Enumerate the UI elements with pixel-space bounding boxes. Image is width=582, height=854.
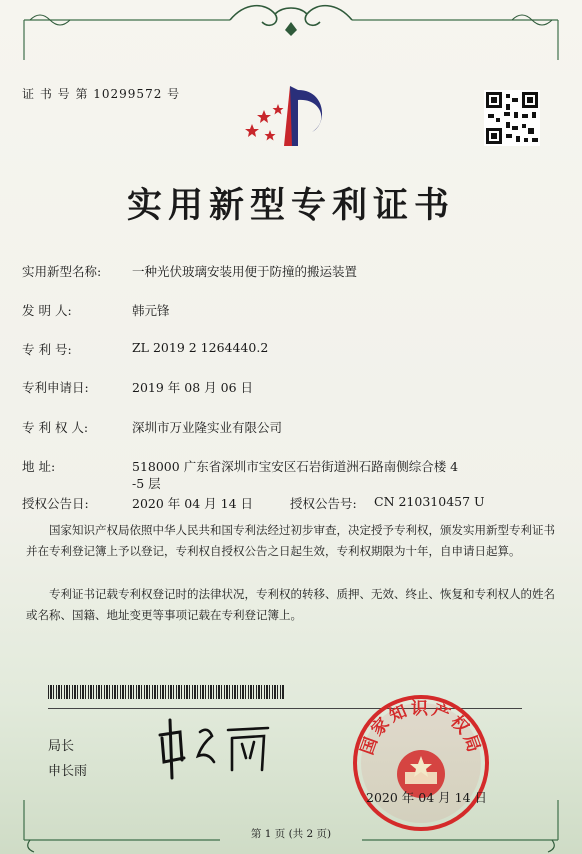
patent-number-label: 专 利 号: [22, 342, 72, 357]
patentee-label: 专 利 权 人: [22, 420, 89, 435]
seal-date: 2020 年 04 月 14 日 [366, 790, 487, 805]
legal-status-paragraph: 专利证书记载专利权登记时的法律状况，专利权的转移、质押、无效、终止、恢复和专利权人的姓名或名称、国籍、地址变更等事项记载在专利登记簿上。 [26, 587, 555, 622]
handwritten-signature [150, 710, 280, 780]
address-value-line-1: 518000 广东省深圳市宝安区石岩街道洲石路南侧综合楼 4 [132, 459, 459, 474]
patent-office-logo-icon [240, 80, 345, 152]
patent-number-value: ZL 2019 2 1264440.2 [132, 340, 269, 355]
utility-model-name-label: 实用新型名称: [22, 264, 102, 279]
grant-date-value: 2020 年 04 月 14 日 [132, 496, 253, 511]
certificate-title: 实用新型专利证书 [126, 186, 455, 226]
qr-code-icon [484, 90, 540, 146]
bottom-ornament-border [0, 800, 582, 854]
patentee-value: 深圳市万业隆实业有限公司 [132, 420, 283, 435]
director-title: 局长 [48, 739, 75, 754]
certificate-number: 证 书 号 第 10299572 号 [22, 87, 181, 101]
grant-date-label: 授权公告日: [22, 496, 89, 511]
seal-text: 国家知识产权局 [357, 699, 485, 758]
director-name: 申长雨 [48, 764, 88, 779]
top-ornament-border [0, 0, 582, 60]
page-indicator: 第 1 页 (共 2 页) [250, 828, 332, 840]
barcode [48, 685, 284, 699]
utility-model-name-value: 一种光伏玻璃安装用便于防撞的搬运装置 [132, 264, 358, 279]
address-value-line-2: -5 层 [132, 476, 161, 491]
filing-date-label: 专利申请日: [22, 380, 89, 395]
inventor-value: 韩元锋 [132, 303, 170, 318]
grant-statement-paragraph: 国家知识产权局依照中华人民共和国专利法经过初步审查，决定授予专利权，颁发实用新型专利证书并在专利登记簿上予以登记，专利权自授权公告之日起生效，专利权期限为十年，自申请日起算。 [26, 523, 555, 558]
grant-number-value: CN 210310457 U [374, 494, 485, 509]
grant-number-label: 授权公告号: [290, 496, 357, 511]
address-label: 地 址: [22, 459, 56, 474]
inventor-label: 发 明 人: [22, 303, 72, 318]
filing-date-value: 2019 年 08 月 06 日 [132, 380, 253, 395]
